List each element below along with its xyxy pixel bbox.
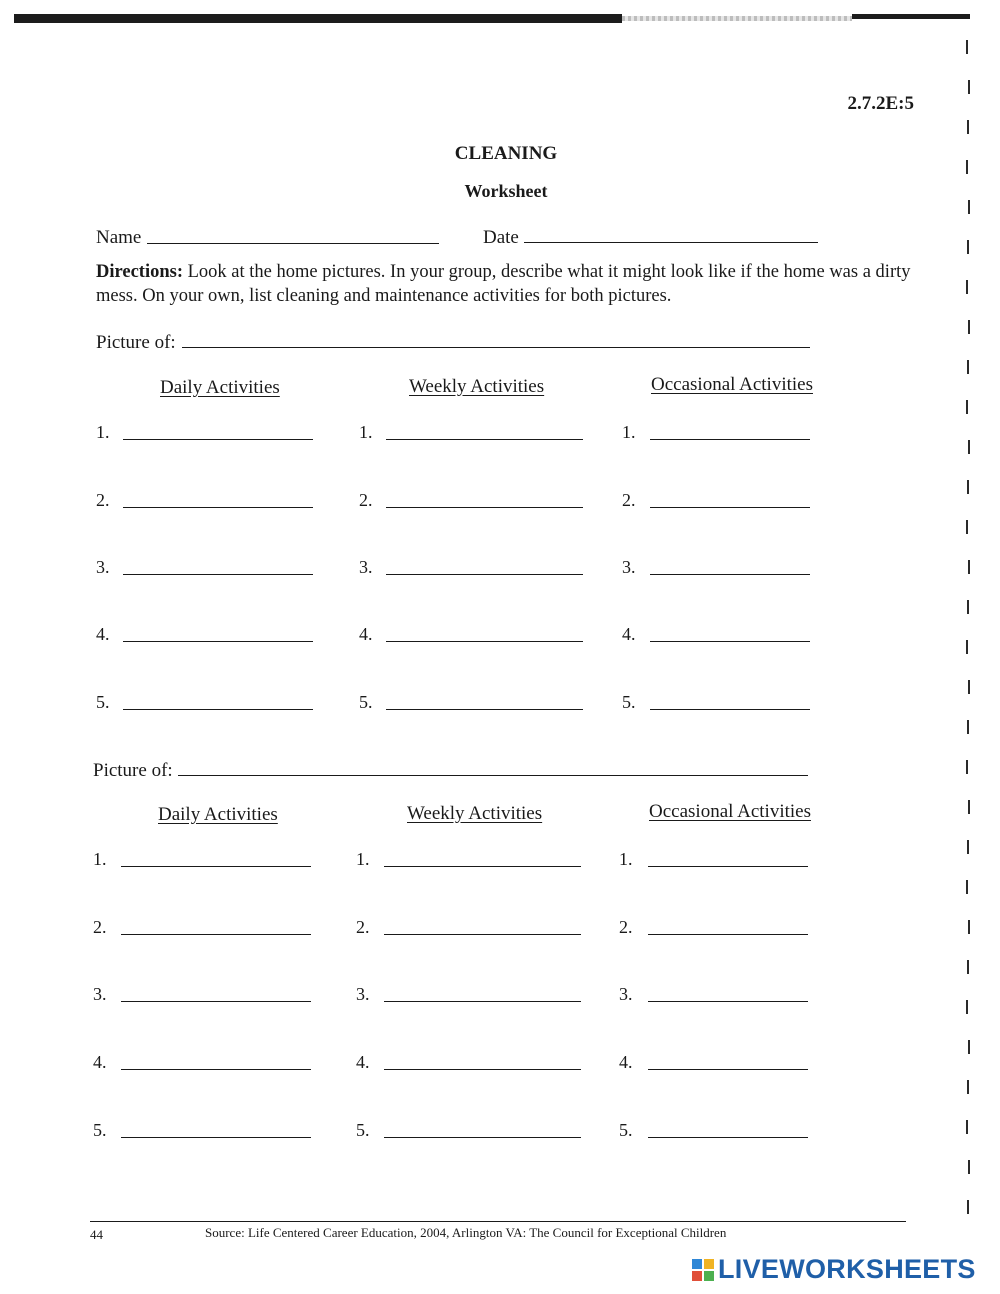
daily-item-number: 2.: [96, 490, 110, 510]
daily-item-number: 5.: [93, 1120, 107, 1140]
worksheet-title: CLEANING: [454, 143, 558, 164]
occasional-item-number: 1.: [619, 849, 633, 869]
scan-edge-mark: [966, 1000, 968, 1014]
weekly-activity-input-line[interactable]: [384, 866, 581, 867]
daily-activities-heading: Daily Activities: [160, 377, 280, 398]
occasional-item-number: 4.: [619, 1052, 633, 1072]
occasional-activity-input-line[interactable]: [648, 1001, 808, 1002]
weekly-activities-heading: Weekly Activities: [407, 803, 543, 824]
document-code: 2.7.2E:5: [847, 93, 914, 114]
scan-edge-mark: [968, 80, 970, 94]
occasional-activity-input-line[interactable]: [648, 1137, 808, 1138]
scan-edge-mark: [968, 1160, 970, 1174]
daily-item-number: 1.: [96, 422, 110, 442]
worksheet-subtitle: Worksheet: [464, 181, 548, 201]
date-input-line[interactable]: [524, 242, 818, 243]
name-label: Name: [96, 227, 142, 248]
directions-label: Directions:: [96, 262, 183, 282]
occasional-activity-input-line[interactable]: [650, 641, 810, 642]
picture-of-input-line[interactable]: [178, 775, 808, 776]
scan-top-bar-faded: [622, 16, 852, 21]
picture-of-label: Picture of:: [93, 760, 173, 781]
weekly-item-number: 1.: [359, 422, 373, 442]
scan-edge-mark: [967, 240, 969, 254]
picture-of-label: Picture of:: [96, 332, 176, 353]
weekly-activity-input-line[interactable]: [384, 934, 581, 935]
scan-edge-mark: [966, 1120, 968, 1134]
scan-edge-mark: [966, 640, 968, 654]
scan-edge-mark: [967, 840, 969, 854]
scan-edge-mark: [968, 920, 970, 934]
page-number: 44: [90, 1227, 103, 1242]
directions-text: Look at the home pictures. In your group, describe what it might look like if the home was a dirty mess. On your own, list cleaning and maintenance activities for both pictures.: [96, 262, 911, 306]
occasional-item-number: 3.: [619, 984, 633, 1004]
daily-activity-input-line[interactable]: [121, 1069, 311, 1070]
daily-activities-heading: Daily Activities: [158, 804, 278, 825]
scan-edge-mark: [968, 680, 970, 694]
weekly-item-number: 5.: [356, 1120, 370, 1140]
scan-edge-mark: [967, 1200, 969, 1214]
weekly-item-number: 4.: [356, 1052, 370, 1072]
scan-edge-mark: [967, 960, 969, 974]
daily-item-number: 3.: [96, 557, 110, 577]
scan-top-bar: [14, 14, 622, 23]
date-label: Date: [483, 227, 519, 248]
weekly-item-number: 5.: [359, 692, 373, 712]
occasional-activity-input-line[interactable]: [648, 866, 808, 867]
scan-edge-mark: [966, 520, 968, 534]
occasional-activities-heading: Occasional Activities: [649, 801, 811, 822]
daily-item-number: 1.: [93, 849, 107, 869]
weekly-item-number: 1.: [356, 849, 370, 869]
weekly-activity-input-line[interactable]: [386, 574, 583, 575]
scan-edge-mark: [966, 880, 968, 894]
scan-edge-mark: [966, 280, 968, 294]
weekly-item-number: 3.: [356, 984, 370, 1004]
directions: [96, 260, 926, 308]
daily-activity-input-line[interactable]: [123, 709, 313, 710]
occasional-item-number: 2.: [622, 490, 636, 510]
scan-edge-mark: [967, 1080, 969, 1094]
occasional-activity-input-line[interactable]: [648, 934, 808, 935]
scan-edge-marks: [962, 40, 976, 1240]
weekly-item-number: 2.: [359, 490, 373, 510]
scan-edge-mark: [966, 760, 968, 774]
occasional-item-number: 5.: [619, 1120, 633, 1140]
name-input-line[interactable]: [147, 243, 439, 244]
weekly-activity-input-line[interactable]: [386, 641, 583, 642]
scan-edge-mark: [967, 600, 969, 614]
occasional-item-number: 4.: [622, 624, 636, 644]
daily-activity-input-line[interactable]: [121, 1137, 311, 1138]
scan-edge-mark: [967, 720, 969, 734]
scan-edge-mark: [966, 40, 968, 54]
occasional-activity-input-line[interactable]: [650, 709, 810, 710]
weekly-activity-input-line[interactable]: [386, 439, 583, 440]
occasional-item-number: 5.: [622, 692, 636, 712]
occasional-item-number: 3.: [622, 557, 636, 577]
daily-activity-input-line[interactable]: [121, 934, 311, 935]
scan-edge-mark: [968, 560, 970, 574]
weekly-item-number: 2.: [356, 917, 370, 937]
daily-activity-input-line[interactable]: [123, 439, 313, 440]
daily-item-number: 2.: [93, 917, 107, 937]
liveworksheets-wordmark: LIVEWORKSHEETS: [718, 1254, 976, 1284]
scan-edge-mark: [968, 1040, 970, 1054]
occasional-item-number: 1.: [622, 422, 636, 442]
daily-item-number: 4.: [93, 1052, 107, 1072]
occasional-activity-input-line[interactable]: [650, 439, 810, 440]
daily-item-number: 4.: [96, 624, 110, 644]
scan-edge-mark: [967, 360, 969, 374]
liveworksheets-logo: [692, 1254, 976, 1285]
scan-edge-mark: [968, 320, 970, 334]
footer-rule: [90, 1221, 906, 1222]
scan-edge-mark: [968, 200, 970, 214]
occasional-activity-input-line[interactable]: [648, 1069, 808, 1070]
daily-item-number: 5.: [96, 692, 110, 712]
weekly-activity-input-line[interactable]: [384, 1137, 581, 1138]
weekly-activity-input-line[interactable]: [386, 709, 583, 710]
daily-activity-input-line[interactable]: [121, 1001, 311, 1002]
scan-edge-mark: [966, 400, 968, 414]
picture-of-input-line[interactable]: [182, 347, 810, 348]
liveworksheets-logo-icon: [692, 1259, 714, 1281]
scan-top-bar-end: [852, 14, 970, 19]
daily-activity-input-line[interactable]: [123, 641, 313, 642]
daily-activity-input-line[interactable]: [123, 507, 313, 508]
weekly-activity-input-line[interactable]: [384, 1069, 581, 1070]
daily-activity-input-line[interactable]: [121, 866, 311, 867]
occasional-activity-input-line[interactable]: [650, 507, 810, 508]
weekly-activities-heading: Weekly Activities: [409, 376, 545, 397]
weekly-item-number: 4.: [359, 624, 373, 644]
scan-edge-mark: [968, 440, 970, 454]
weekly-activity-input-line[interactable]: [384, 1001, 581, 1002]
daily-item-number: 3.: [93, 984, 107, 1004]
daily-activity-input-line[interactable]: [123, 574, 313, 575]
occasional-activities-heading: Occasional Activities: [651, 374, 813, 395]
weekly-item-number: 3.: [359, 557, 373, 577]
scan-edge-mark: [967, 120, 969, 134]
scan-edge-mark: [967, 480, 969, 494]
scan-edge-mark: [968, 800, 970, 814]
source-citation: Source: Life Centered Career Education, 2004, Arlington VA: The Council for Exceptional Children: [205, 1225, 727, 1240]
occasional-activity-input-line[interactable]: [650, 574, 810, 575]
weekly-activity-input-line[interactable]: [386, 507, 583, 508]
occasional-item-number: 2.: [619, 917, 633, 937]
